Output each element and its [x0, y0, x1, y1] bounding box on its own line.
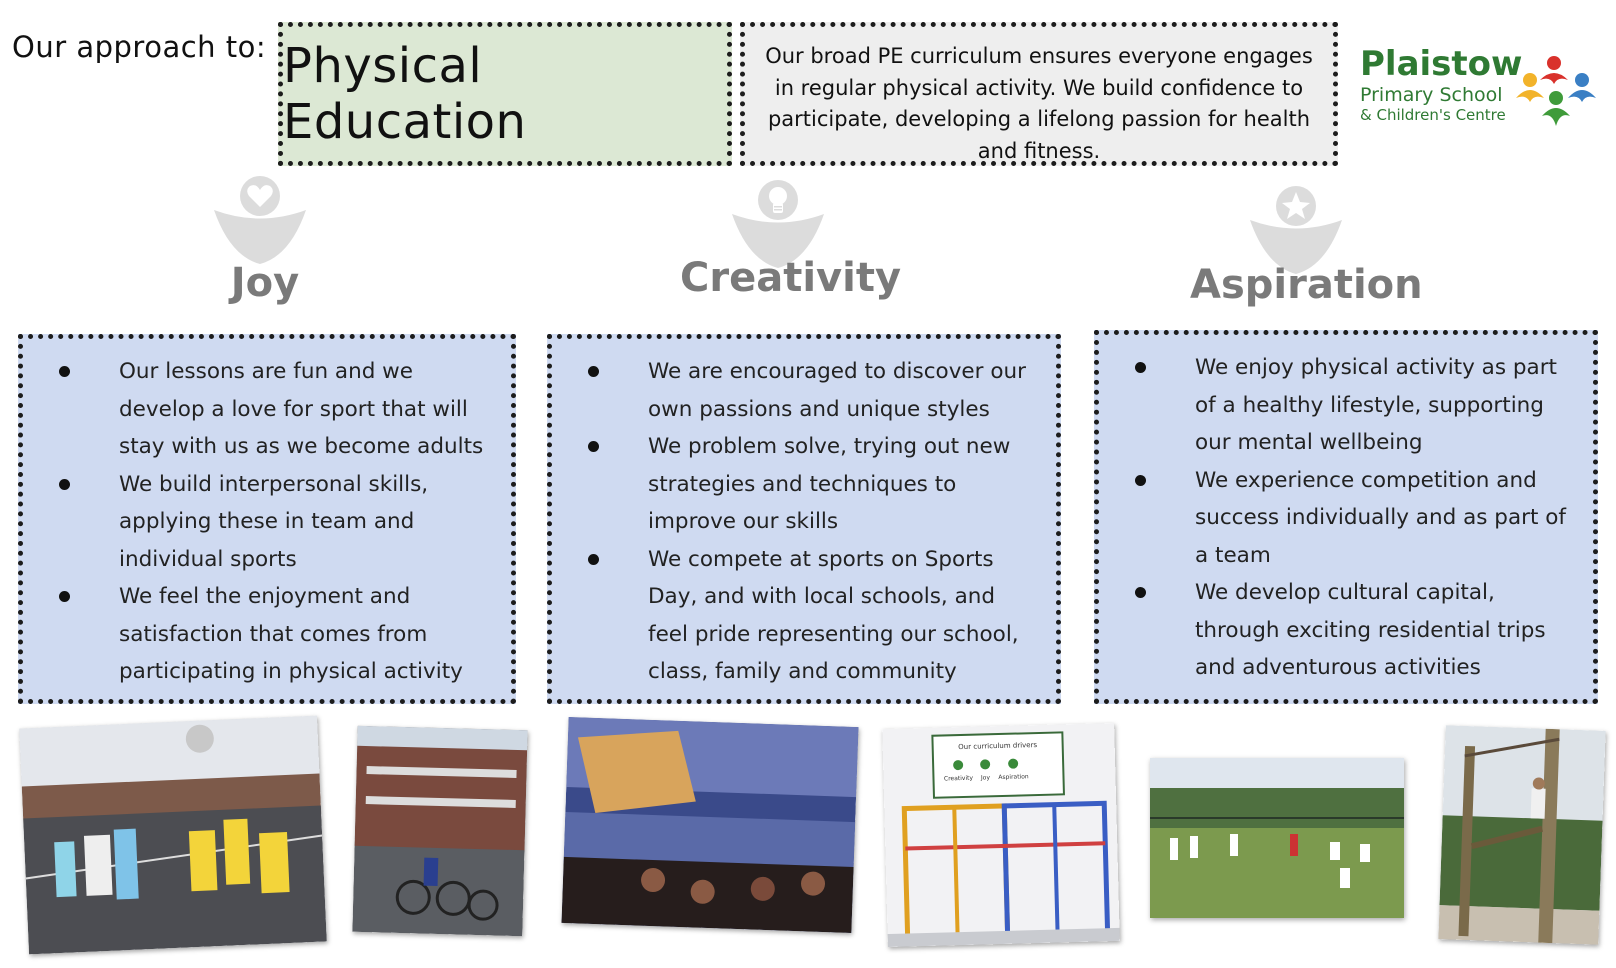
- list-item: We are encouraged to discover our own passions and unique styles: [648, 353, 1036, 428]
- logo-subtitle: Primary School: [1360, 84, 1503, 106]
- list-item: We experience competition and success individually and as part of a team: [1195, 462, 1573, 575]
- value-label-joy: Joy: [230, 260, 300, 306]
- subject-title-box: [278, 22, 732, 166]
- list-item: We develop cultural capital, through exciting residential trips and adventurous activities: [1195, 574, 1573, 687]
- subject-description: Our broad PE curriculum ensures everyone engages in regular physical activity. We build confidence to participate, developing a lifelong passion for health and fitness.: [740, 22, 1338, 166]
- school-logo: [1360, 46, 1608, 136]
- photo-netball: [19, 716, 327, 955]
- sign-value-3: Aspiration: [998, 773, 1029, 782]
- heart-icon: [210, 172, 310, 272]
- sign-value-1: Creativity: [943, 774, 974, 783]
- panel-joy: [18, 334, 516, 704]
- page-title: Physical Education: [283, 38, 527, 150]
- photo-field: [1150, 758, 1404, 918]
- logo-subtitle-2: & Children's Centre: [1360, 106, 1506, 124]
- photo-arena: [561, 717, 858, 933]
- photo-high-ropes: [1438, 725, 1605, 944]
- list-item: We feel the enjoyment and satisfaction that comes from participating in physical activity: [119, 578, 491, 691]
- panel-creativity: [547, 334, 1061, 704]
- list-item: We build interpersonal skills, applying these in team and individual sports: [119, 466, 491, 579]
- bullet-list: [49, 353, 491, 691]
- list-item: We compete at sports on Sports Day, and with local schools, and feel pride representing our school, class, family and community: [648, 541, 1036, 691]
- list-item: We enjoy physical activity as part of a healthy lifestyle, supporting our mental wellbeing: [1195, 349, 1573, 462]
- sign-title: Our curriculum drivers: [958, 741, 1038, 752]
- bullet-list: [578, 353, 1036, 691]
- value-label-creativity: Creativity: [680, 255, 902, 301]
- value-label-aspiration: Aspiration: [1190, 262, 1423, 308]
- photo-climbing-frame: [882, 723, 1120, 947]
- intro-heading: Our approach to:: [12, 30, 267, 64]
- bullet-list: [1125, 349, 1573, 687]
- photo-cycling: [352, 726, 527, 936]
- logo-name: Plaistow: [1360, 44, 1523, 84]
- list-item: We problem solve, trying out new strategies and techniques to improve our skills: [648, 428, 1036, 541]
- children-figures-icon: [1510, 54, 1608, 134]
- list-item: Our lessons are fun and we develop a love for sport that will stay with us as we become adults: [119, 353, 491, 466]
- panel-aspiration: [1094, 330, 1598, 704]
- sign-value-2: Joy: [980, 774, 991, 782]
